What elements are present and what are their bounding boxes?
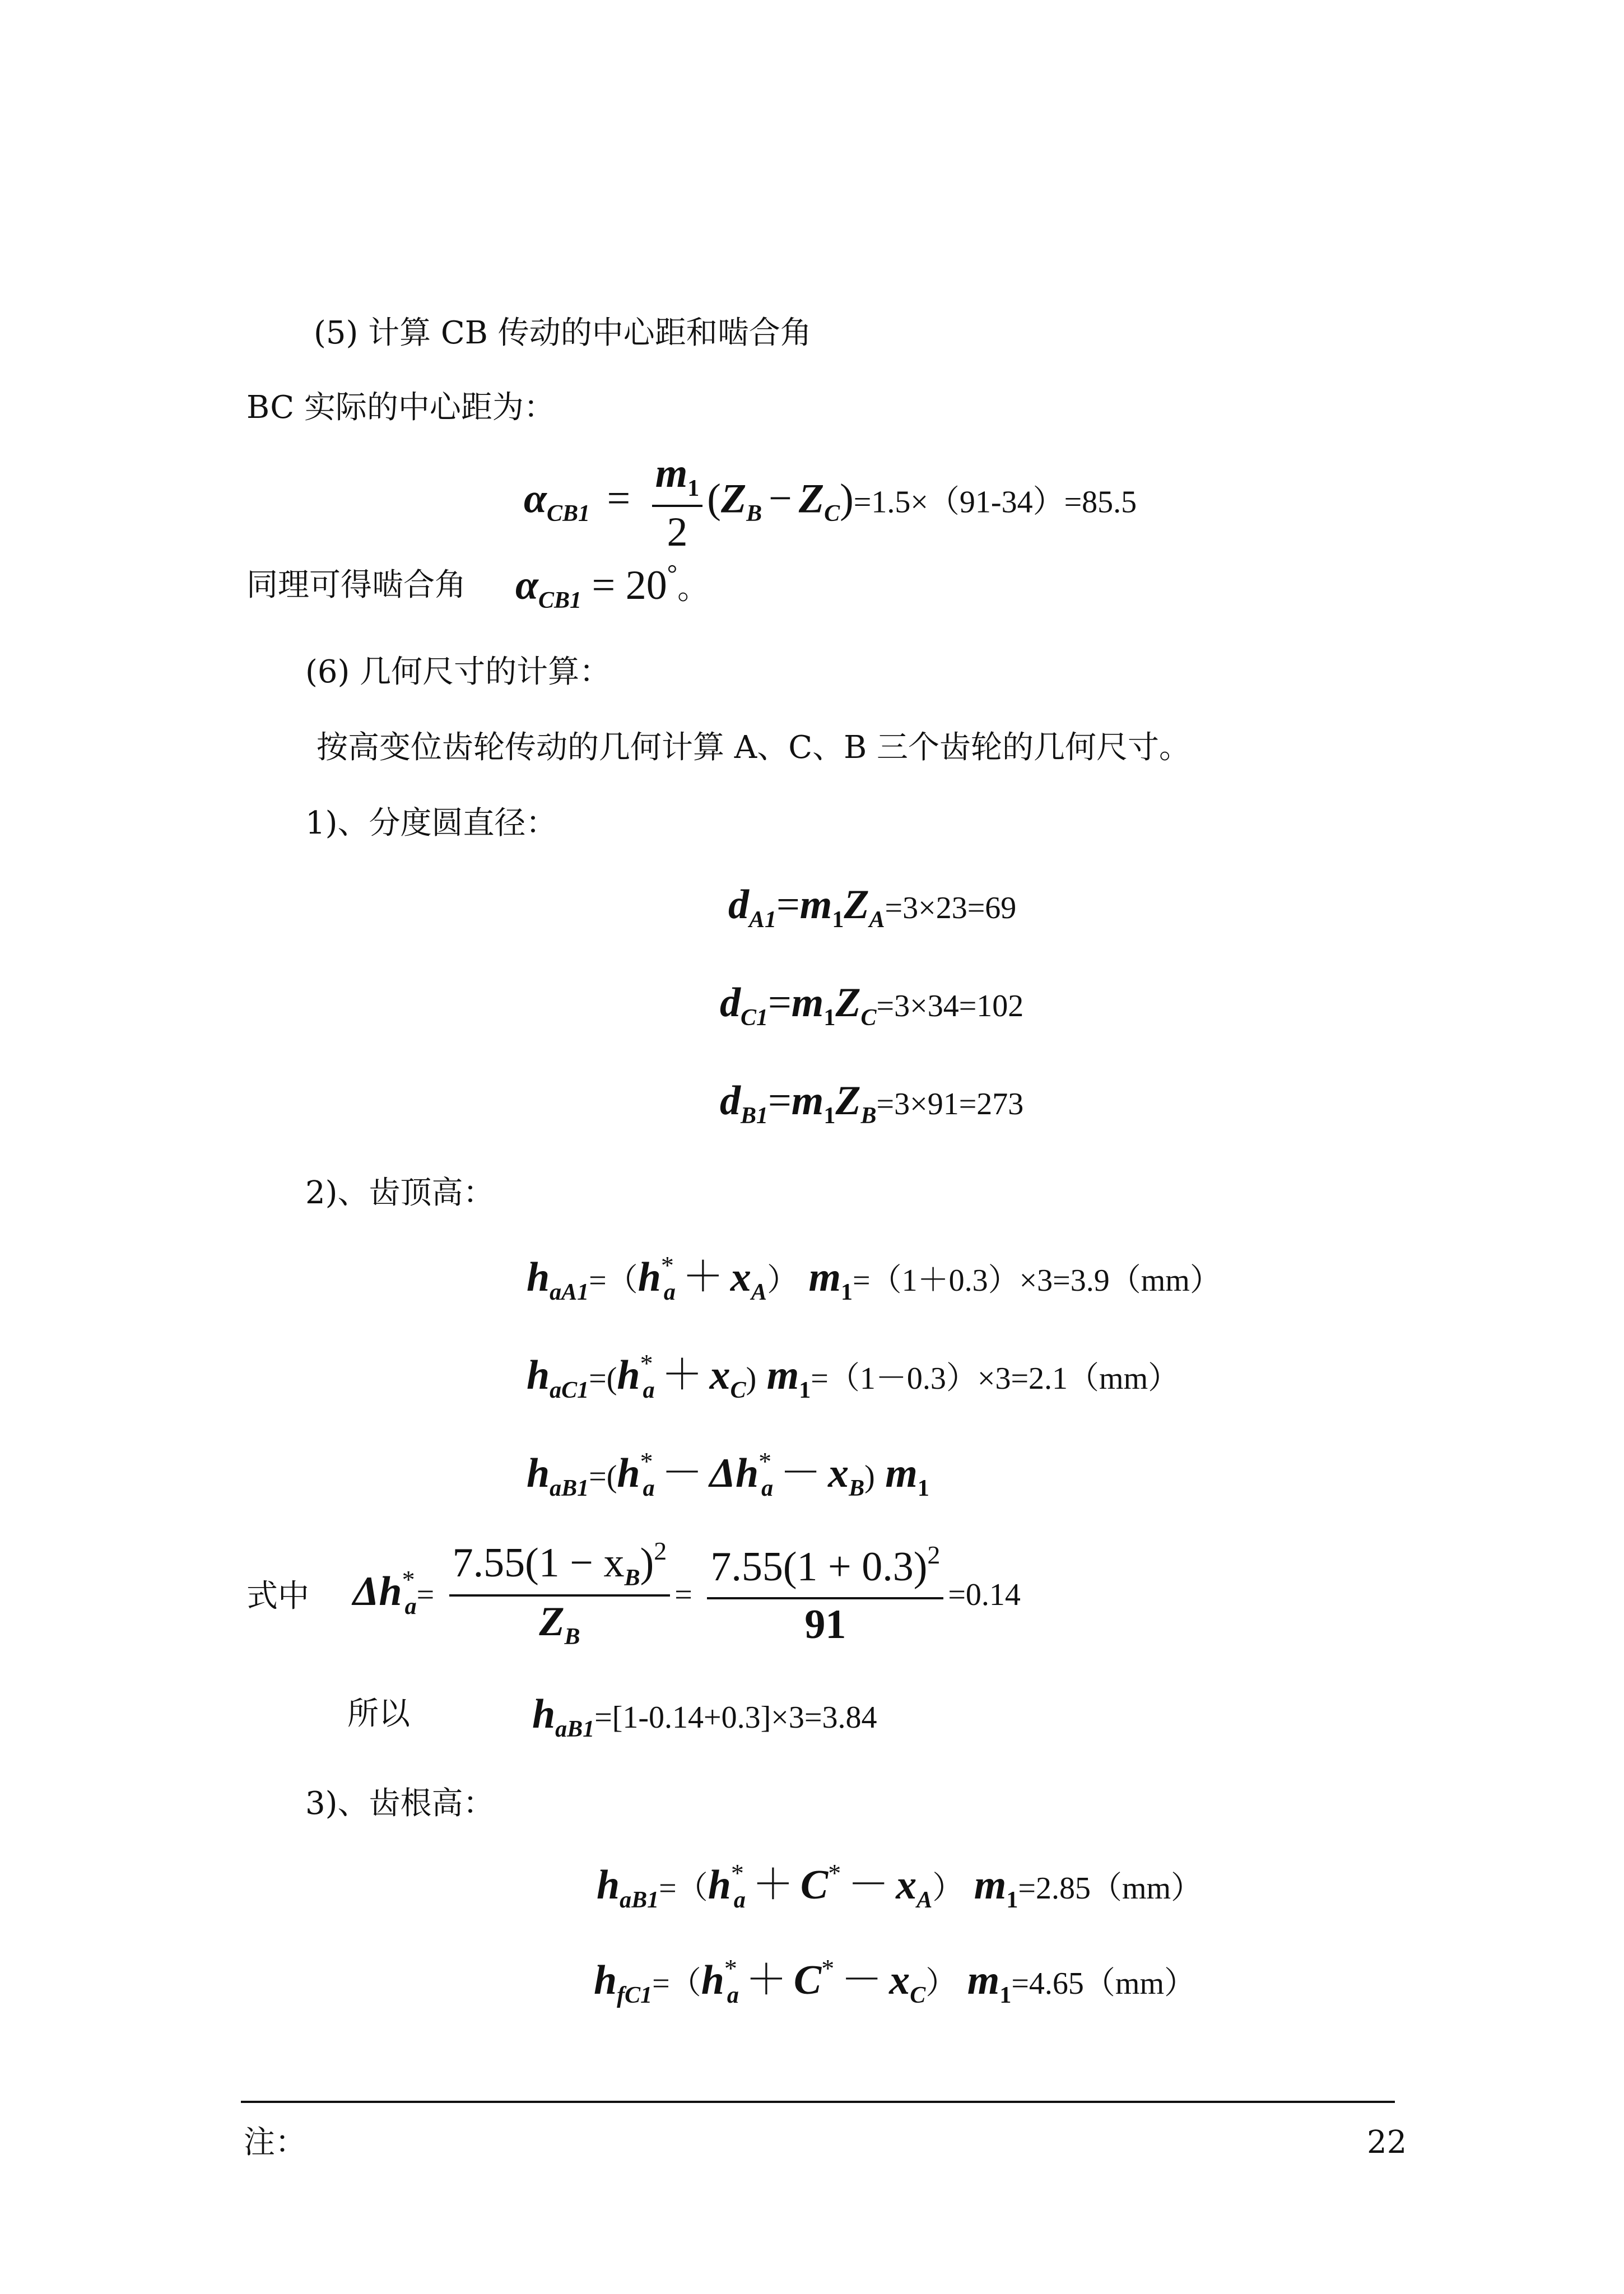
fraction-delta-ha-2: $\frac{7.55(1 + 0.3)^2}{91}$ (707, 1542, 943, 1650)
eq-haC1: $h_{aC1}=(h^*_a + x_C)$ $m_1=(1-0.3)\times 3=2.1(mm)$ (527, 1349, 1180, 1403)
eq-delta-ha: $\Delta h^*_a=$ $\frac{7.55(1 - x_B)^2}{Z_B}$ = $\frac{7.55(1 + 0.3)^2}{91}$ =0.14 (353, 1538, 1021, 1653)
eq-dB1: $d_{B1}=m_1Z_B=3\times 91=273$ (720, 1078, 1024, 1129)
meshing-angle-line: 同理可得啮合角 (246, 567, 466, 603)
eq-dA1: $d_{A1}=m_1Z_A=3\times 23=69$ (728, 882, 1017, 933)
eq-haB1: $h_{aB1}=(h^*_a - \Delta h^*_a - x_B)$ $m_1$ (527, 1447, 929, 1501)
sub3-heading: 3)、齿根高： (305, 1785, 495, 1822)
where-label: 式中 (246, 1578, 309, 1614)
section5-intro: BC 实际的中心距为： (246, 389, 555, 426)
eq-center-distance: $\alpha_{CB1}$ = $\frac{m_1}{2}$ $(Z_B - Z_C)=1.5\times(91-34)=85.5$ (524, 448, 1137, 557)
eq-dC1: $d_{C1}=m_1Z_C=3\times 34=102$ (720, 980, 1024, 1031)
eq-root-height-1: $h_{aB1}=(h^*_a + C^* - x_A)$ $m_1=2.85(mm)$ (597, 1859, 1203, 1913)
section6-heading: (6) 几何尺寸的计算： (305, 654, 611, 690)
fraction-delta-ha-1: $\frac{7.55(1 - x_B)^2}{Z_B}$ (449, 1538, 671, 1653)
eq-haA1: $h_{aA1}=(h^*_a + x_A)$ $m_1=(1+0.3)\times 3=3.9(mm)$ (527, 1251, 1221, 1305)
page-number: 22 (1367, 2124, 1407, 2161)
alpha-symbol: α (524, 476, 547, 522)
eq-meshing-angle: $\alpha_{CB1} = 20^\circ$。 (515, 559, 709, 613)
sub2-heading: 2)、齿顶高： (305, 1175, 495, 1211)
sub1-heading: 1)、分度圆直径： (305, 805, 557, 841)
eq-root-height-2: $h_{fC1}=(h^*_a + C^* - x_C)$ $m_1=4.65(mm)$ (594, 1954, 1196, 2008)
footer-rule (241, 2101, 1395, 2103)
so-label: 所以 (347, 1696, 410, 1732)
center-distance-result: =1.5×（91-34）=85.5 (853, 485, 1137, 520)
footer-note: 注： (244, 2124, 306, 2161)
section6-intro: 按高变位齿轮传动的几何计算 A、C、B 三个齿轮的几何尺寸。 (317, 729, 1191, 766)
section5-heading: (5) 计算 CB 传动的中心距和啮合角 (314, 315, 812, 351)
eq-haB1-result: $h_{aB1}=[1-0.14+0.3]\times 3=3.84$ (532, 1691, 877, 1742)
fraction-m1-over-2: $\frac{m_1}{2}$ (652, 448, 703, 557)
